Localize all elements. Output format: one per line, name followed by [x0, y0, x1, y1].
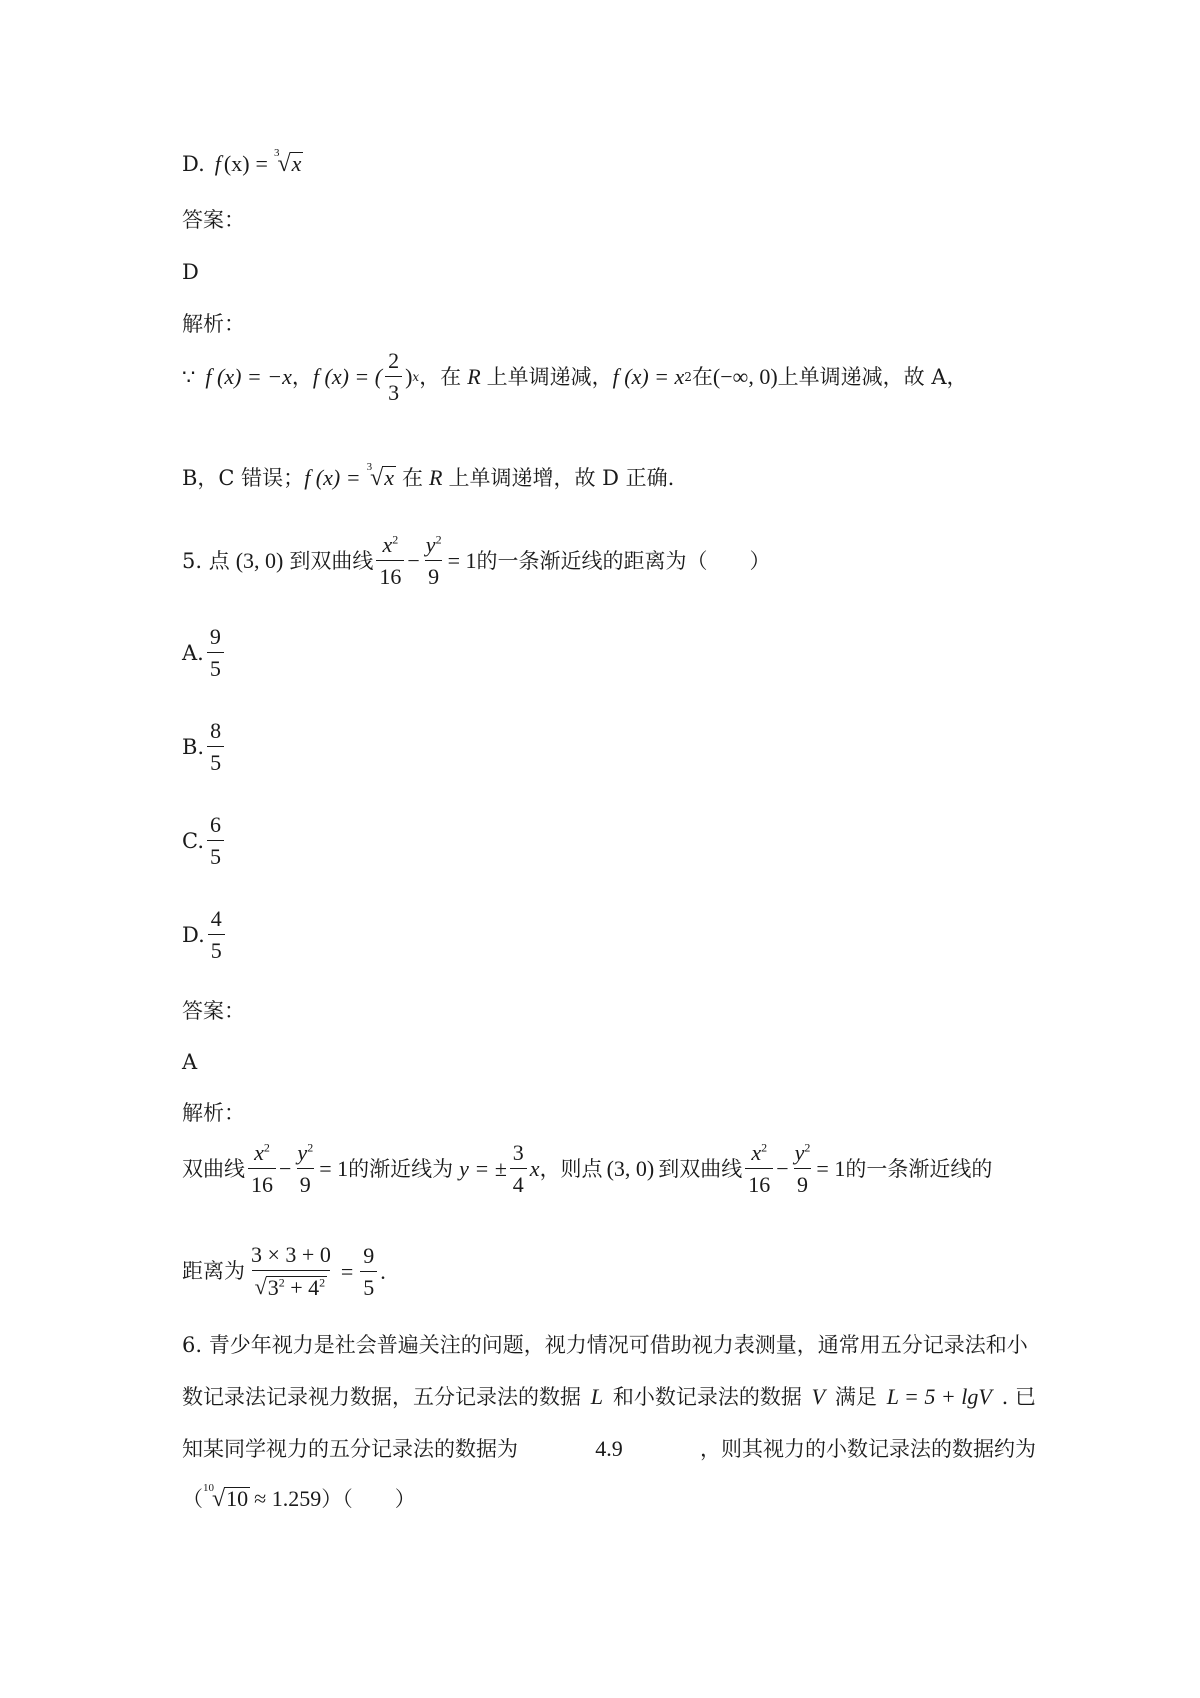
q6-line-3: 知某同学视力的五分记录法的数据为 4.9 ，则其视力的小数记录法的数据约为: [182, 1436, 1036, 1461]
q6-line-2: 数记录法记录视力数据，五分记录法的数据 L 和小数记录法的数据 V 满足 L = 5 + lgV . 已: [182, 1384, 1036, 1409]
prev-option-d: D. f (x) = 3 √ x: [182, 147, 302, 177]
fraction: $\frac{4}{5}$: [208, 908, 225, 962]
fraction: $\frac{x^2}{16}$: [248, 1142, 276, 1196]
fraction: $\frac{x^2}{16}$: [376, 534, 404, 588]
q5-analysis-line-2: 距离为 3 × 3 + 0 √ $3^2 + 4^2$ = $\frac{9}{5}$ .: [182, 1242, 386, 1300]
fraction: $\frac{3}{4}$: [510, 1142, 527, 1196]
fraction: $\frac{y^2}{9}$: [425, 532, 442, 589]
q5-stem: 5. 点 (3, 0) 到双曲线 $\frac{x^2}{16}$ − $\frac{y^2}{9}$ = 1 的一条渐近线的距离为（ ）: [182, 532, 771, 589]
fraction: $\frac{2}{3}$: [385, 350, 402, 404]
prev-answer-label: 答案：: [182, 208, 245, 232]
fraction: $\frac{8}{5}$: [207, 720, 224, 774]
cube-root: 3 √ x: [366, 461, 394, 491]
fraction: $\frac{x^2}{16}$: [745, 1142, 773, 1196]
prev-analysis-line-2: B，C 错误； f (x) = 3 √ x 在 R 上单调递增，故 D 正确.: [182, 461, 675, 491]
square-root: √ $3^2 + 4^2$: [254, 1274, 326, 1300]
cube-root: 3 √ x: [273, 147, 302, 177]
q5-option-d: D. $\frac{4}{5}$: [182, 908, 228, 962]
q6-line-1: 6. 青少年视力是社会普遍关注的问题，视力情况可借助视力表测量，通常用五分记录法和小: [182, 1333, 1028, 1357]
fraction: $\frac{9}{5}$: [360, 1245, 377, 1299]
prev-analysis-label: 解析：: [182, 312, 245, 336]
q5-option-a: A. $\frac{9}{5}$: [182, 626, 227, 680]
tenth-root: 10 √ 10: [203, 1482, 249, 1512]
fraction: $\frac{y^2}{9}$: [297, 1140, 314, 1197]
prev-analysis-line-1: ∵ f (x) = −x ， f (x) = ( $\frac{2}{3}$ ) x ，在 R 上单调递减， f (x) = x 2 在 (−∞, 0) 上单调递减，故 A，: [182, 348, 968, 405]
prev-answer: D: [182, 260, 199, 284]
fraction: $\frac{y^2}{9}$: [794, 1140, 811, 1197]
q5-option-c: C. $\frac{6}{5}$: [182, 814, 227, 868]
distance-fraction: 3 × 3 + 0 √ $3^2 + 4^2$: [251, 1242, 331, 1300]
q5-option-b: B. $\frac{8}{5}$: [182, 720, 227, 774]
q5-answer: A: [182, 1050, 198, 1074]
q5-analysis-line-1: 双曲线 $\frac{x^2}{16}$ − $\frac{y^2}{9}$ = 1 的渐近线为 y = ± $\frac{3}{4}$ x ，则点 (3, 0) 到双曲线 $\frac{x^2}{16}$ − $\frac{y^2}{9}$ = 1 的一条渐近线的: [182, 1140, 993, 1197]
fraction: $\frac{6}{5}$: [207, 814, 224, 868]
q6-line-4: （ 10 √ 10 ≈ 1.259 ）（ ）: [182, 1482, 416, 1512]
option-label: D.: [182, 151, 205, 176]
q5-answer-label: 答案：: [182, 999, 245, 1023]
fraction: $\frac{9}{5}$: [207, 626, 224, 680]
q5-analysis-label: 解析：: [182, 1101, 245, 1125]
